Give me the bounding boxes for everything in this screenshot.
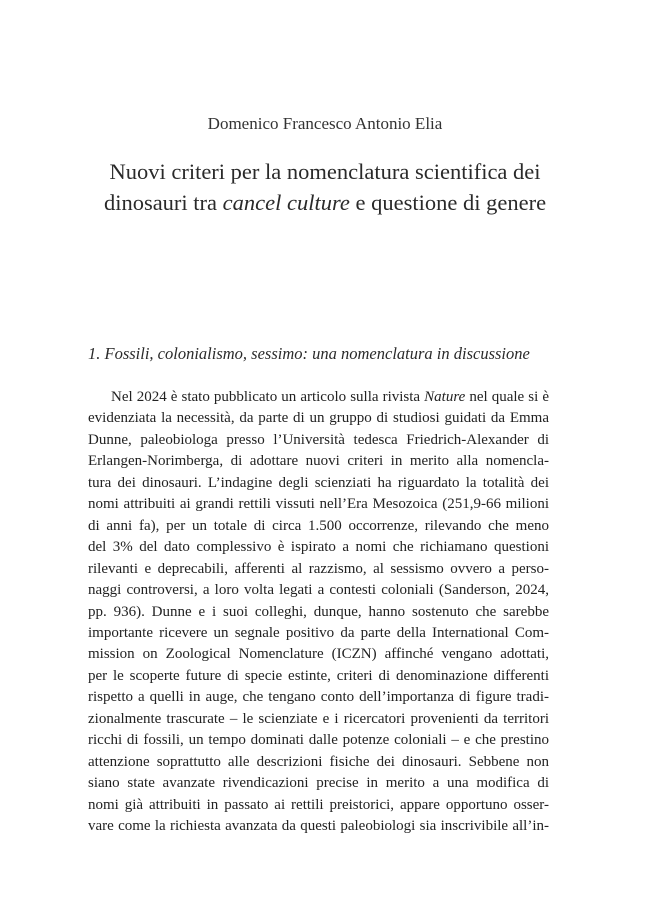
title-line-2-italic: cancel culture bbox=[222, 190, 350, 215]
paragraph-line: mission on Zoological Nomenclature (ICZN) affinché vengano adottati, bbox=[88, 646, 549, 663]
paragraph-line: rilevanti e deprecabili, afferenti al razzismo, al sessismo ovvero a perso- bbox=[88, 560, 549, 577]
paragraph-line: per le scoperte future di specie estinte, criteri di denominazione differenti bbox=[88, 667, 549, 684]
paragraph-line: Dunne, paleobiologa presso l’Università tedesca Friedrich-Alexander di bbox=[88, 431, 549, 448]
paragraph-line: pp. 936). Dunne e i suoi colleghi, dunque, hanno sostenuto che sarebbe bbox=[88, 603, 549, 620]
title-line-2-pre: dinosauri tra bbox=[103, 190, 223, 215]
paragraph-line: del 3% del dato complessivo è ispirato a nomi che richiamano questioni bbox=[88, 539, 549, 556]
paragraph-line: rispetto a quelli in auge, che tengano conto dell’importanza di figure tradi- bbox=[88, 689, 549, 706]
paragraph-line: ricchi di fossili, un tempo dominati dalle potenze coloniali – e che prestino bbox=[88, 732, 549, 749]
paragraph-line: Nel 2024 è stato pubblicato un articolo sulla rivista Nature nel quale si è bbox=[111, 389, 549, 405]
paragraph-line: nomi attribuiti ai grandi rettili vissuti nell’Era Mesozoica (251,9-66 milioni bbox=[88, 496, 549, 513]
title-line-1: Nuovi criteri per la nomenclatura scientifica dei bbox=[109, 159, 541, 184]
paragraph-line: siano state avanzate rivendicazioni precise in merito a una modifica di bbox=[88, 775, 549, 792]
paragraph-line: nomi già attribuiti in passato ai rettili preistorici, appare opportuno osser- bbox=[88, 796, 549, 813]
journal-name-italic: Nature bbox=[424, 389, 466, 405]
paragraph-line: evidenziata la necessità, da parte di un gruppo di studiosi guidati da Emma bbox=[88, 410, 549, 427]
paragraph-line: vare come la richiesta avanzata da questi paleobiologi sia inscrivibile all’in- bbox=[88, 818, 549, 835]
paragraph-line: Erlangen-Norimberga, di adottare nuovi criteri in merito alla nomencla- bbox=[88, 453, 549, 470]
paragraph-line: naggi controversi, a loro volta legati a contesti coloniali (Sanderson, 2024, bbox=[88, 582, 549, 599]
author-name: Domenico Francesco Antonio Elia bbox=[207, 114, 443, 133]
paragraph-line: zionalmente trascurate – le scienziate e i ricercatori provenienti da territori bbox=[88, 710, 549, 727]
paragraph-line: di anni fa), per un totale di circa 1.500 occorrenze, rilevando che meno bbox=[88, 517, 549, 534]
article-title bbox=[70, 156, 580, 218]
title-line-2-post: e questione di genere bbox=[349, 190, 547, 215]
body-paragraph bbox=[88, 387, 549, 838]
section-heading: 1. Fossili, colonialismo, sessimo: una nomenclatura in discussione bbox=[88, 344, 530, 363]
paragraph-line: attenzione soprattutto alle descrizioni fisiche dei dinosauri. Sebbene non bbox=[88, 753, 549, 770]
paragraph-line: tura dei dinosauri. L’indagine degli scienziati ha riguardato la totalità dei bbox=[88, 474, 549, 491]
paragraph-line: importante ricevere un segnale positivo da parte della International Com- bbox=[88, 624, 549, 641]
